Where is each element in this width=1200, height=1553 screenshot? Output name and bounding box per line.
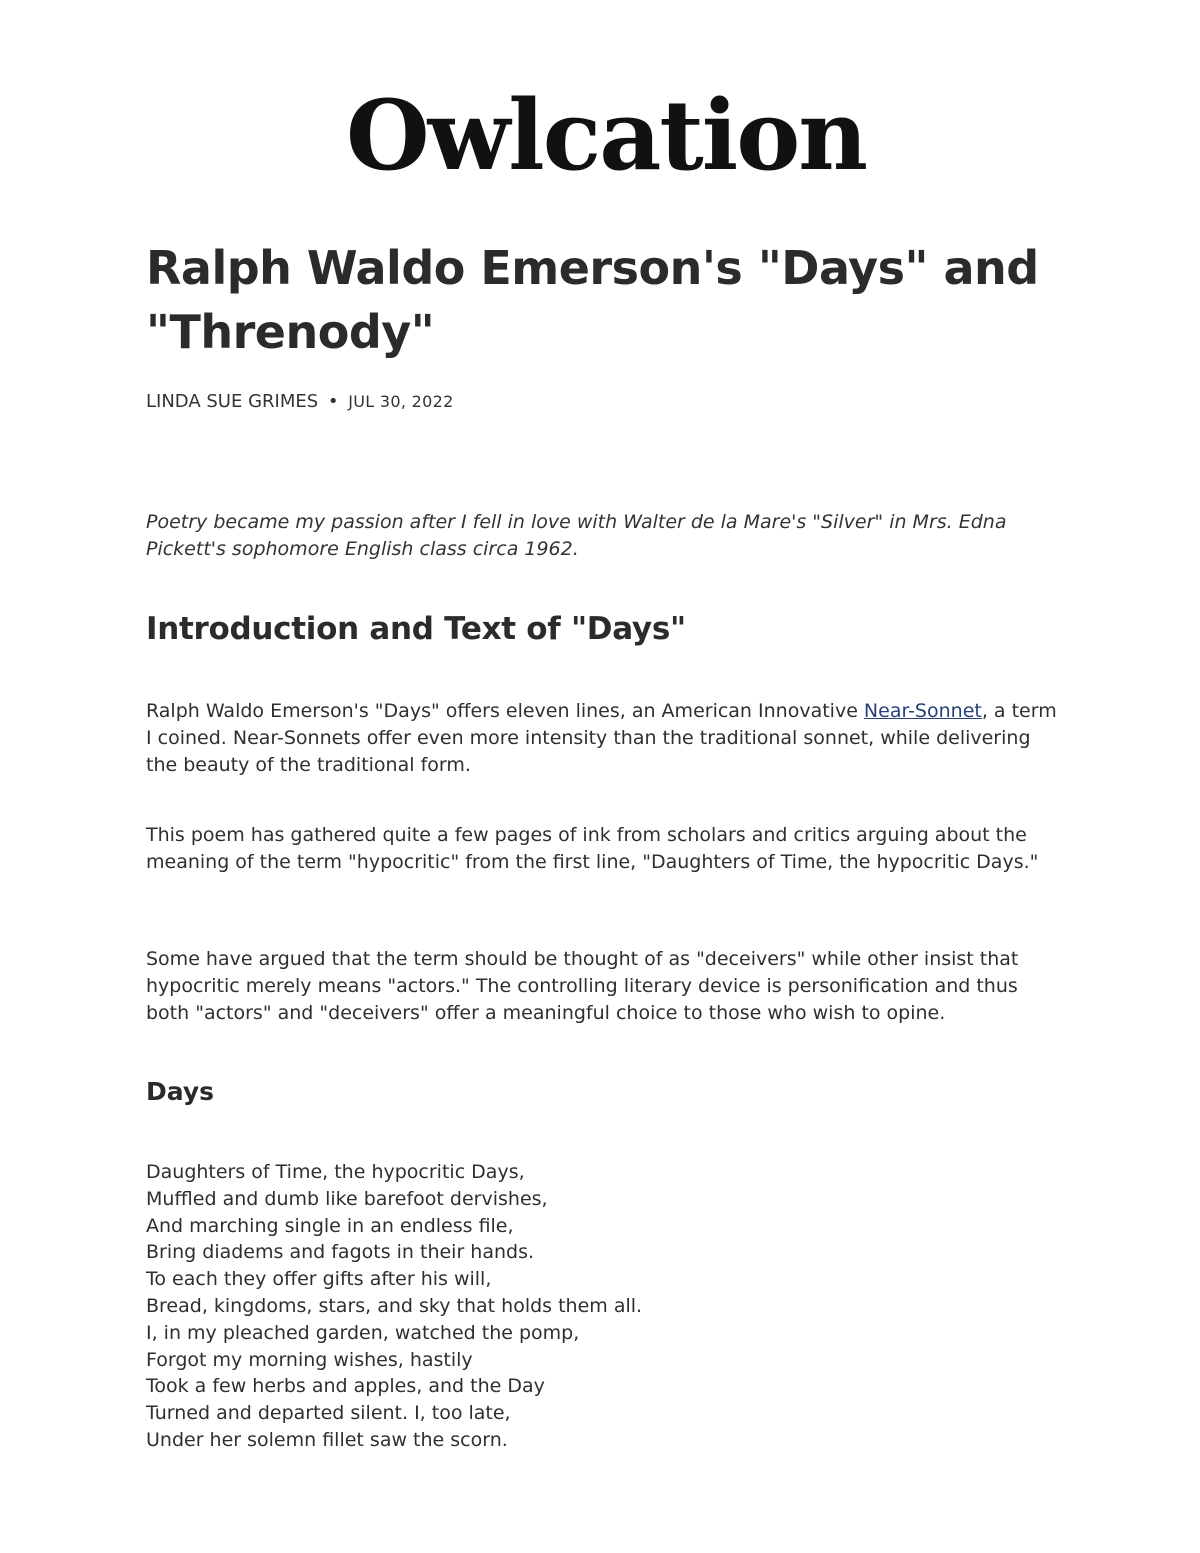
poem-line: Daughters of Time, the hypocritic Days,: [146, 1161, 525, 1183]
poem-line: I, in my pleached garden, watched the pomp,: [146, 1321, 580, 1344]
poem-line: Forgot my morning wishes, hastily: [146, 1348, 473, 1371]
poem-line: Bread, kingdoms, stars, and sky that holds them all.: [146, 1294, 643, 1317]
poem-line: And marching single in an endless file,: [146, 1214, 514, 1237]
site-logo[interactable]: Owlcation: [346, 79, 867, 192]
poem-line: Under her solemn fillet saw the scorn.: [146, 1428, 508, 1451]
author-bio: Poetry became my passion after I fell in love with Walter de la Mare's "Silver" in Mrs. Edna Pickett's sophomore English class circa 1962.: [146, 511, 1007, 560]
byline-separator: •: [327, 391, 339, 412]
poem-line: Bring diadems and fagots in their hands.: [146, 1241, 535, 1264]
poem-line: To each they offer gifts after his will,: [146, 1268, 492, 1291]
article-title: Ralph Waldo Emerson's "Days" and "Threnody": [146, 241, 1039, 359]
body-paragraph: This poem has gathered quite a few pages of ink from scholars and critics arguing about the meaning of the term "hypocritic" from the first line, "Daughters of Time, the hypocritic Days.": [146, 824, 1039, 873]
poem-line: Took a few herbs and apples, and the Day: [146, 1375, 545, 1398]
poem-line: Turned and departed silent. I, too late,: [146, 1402, 511, 1425]
poem-title: Days: [146, 1077, 215, 1106]
paragraph-text: , a term I coined. Near-Sonnets offer even more intensity than the traditional sonnet, while delivering the beauty of the traditional form.: [146, 700, 1057, 776]
near-sonnet-link[interactable]: Near-Sonnet: [863, 700, 982, 722]
byline: [146, 390, 454, 414]
publish-date: JUL 30, 2022: [348, 392, 454, 411]
author-name[interactable]: LINDA SUE GRIMES: [146, 391, 319, 412]
paragraph-text: Ralph Waldo Emerson's "Days" offers eleven lines, an American Innovative: [146, 700, 864, 722]
poem-line: Muffled and dumb like barefoot dervishes,: [146, 1187, 548, 1210]
section-heading: Introduction and Text of "Days": [146, 611, 686, 647]
poem-text: [146, 1159, 1066, 1454]
intro-paragraph: [146, 698, 1066, 779]
body-paragraph: Some have argued that the term should be thought of as "deceivers" while other insist that hypocritic merely means "actors." The controlling literary device is personification and thus both "actors" and "deceivers" offer a meaningful choice to those who wish to opine.: [146, 948, 1019, 1024]
